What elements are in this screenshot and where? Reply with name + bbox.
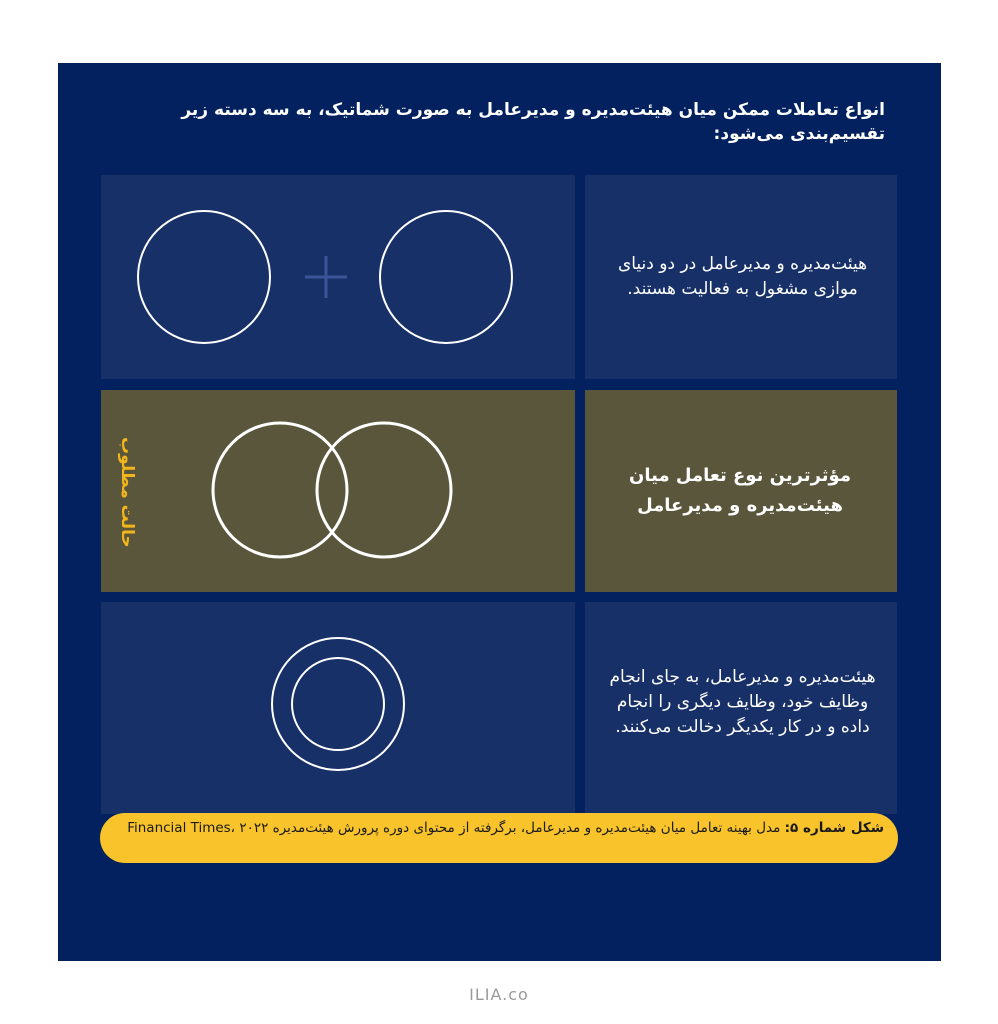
row-1-text: هیئت‌مدیره و مدیرعامل در دو دنیای موازی مشغول به فعالیت هستند.: [617, 254, 868, 299]
caption-text: [114, 819, 884, 838]
board-circle: [213, 423, 347, 557]
board-circle: [138, 211, 270, 343]
row-2-text: مؤثرترین نوع تعامل میان هیئت‌مدیره و مدیرعامل: [629, 465, 851, 516]
inner-circle: [292, 658, 384, 750]
figure-caption: [100, 813, 898, 863]
ceo-circle: [317, 423, 451, 557]
intro-text: انواع تعاملات ممکن میان هیئت‌مدیره و مدیرعامل به صورت شماتیک، به سه دسته زیر تقسیم‌بندی می‌شود:: [181, 100, 885, 144]
concentric-circles-diagram: [272, 638, 404, 770]
row-3-text: هیئت‌مدیره و مدیرعامل، به جای انجام وظایف خود، وظایف دیگری را انجام داده و در کار یکدیگر دخالت می‌کنند.: [609, 666, 876, 737]
desired-state-label: حالت مطلوب: [117, 436, 137, 548]
caption-body: مدل بهینه تعامل میان هیئت‌مدیره و مدیرعامل، برگرفته از محتوای دوره پرورش هیئت‌مدیره Financial Times، ۲۰۲۲: [127, 820, 785, 836]
ceo-circle: [380, 211, 512, 343]
plus-icon: [305, 256, 347, 298]
site-watermark: ILIA.co: [469, 985, 529, 1004]
caption-prefix: شکل شماره ۵:: [784, 820, 884, 836]
separate-circles-diagram: [138, 211, 512, 343]
overlapping-circles-diagram: [213, 423, 451, 557]
